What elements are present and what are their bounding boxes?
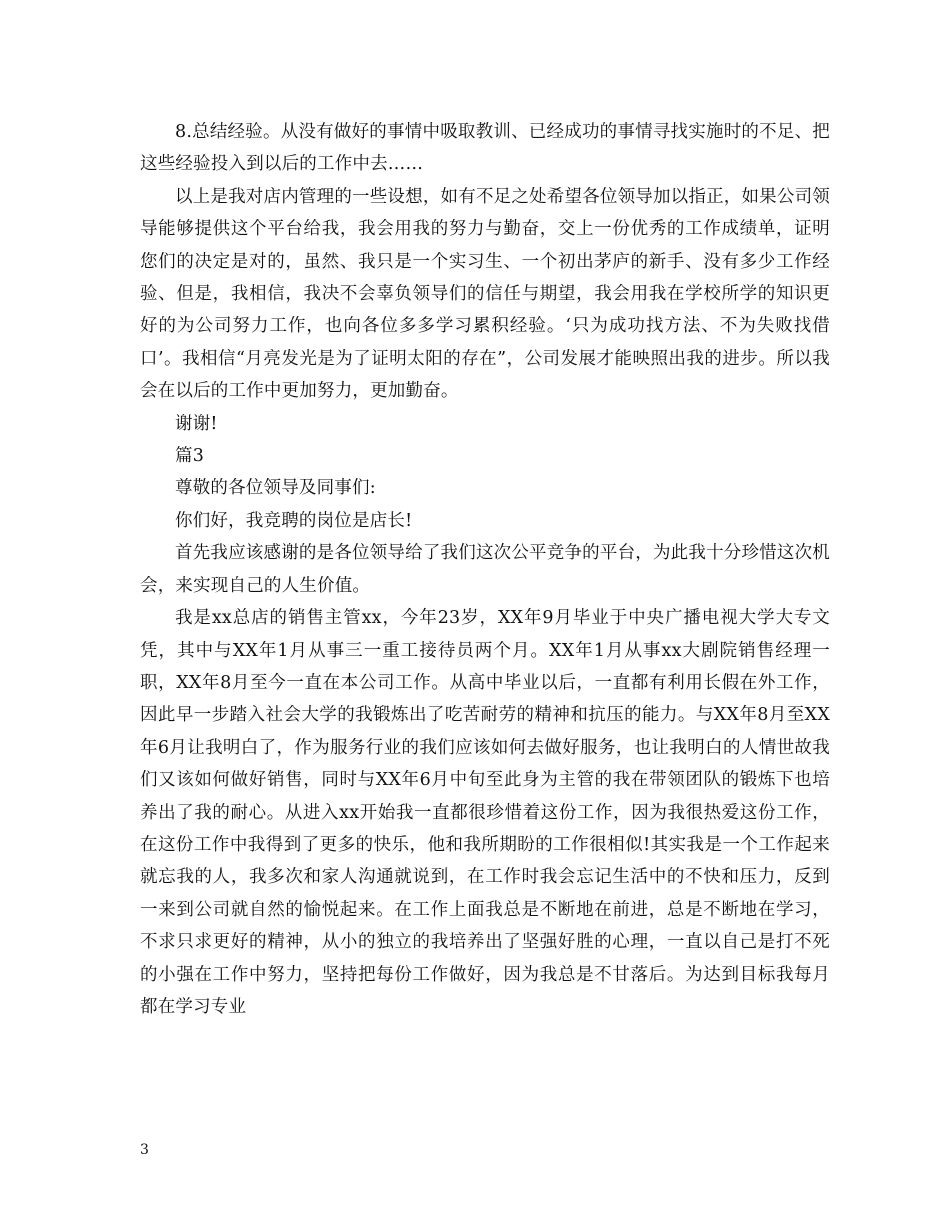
paragraph-summary-experience: 8.总结经验。从没有做好的事情中吸取教训、已经成功的事情寻找实施时的不足、把这些经验投入到以后的工作中去…… bbox=[140, 122, 830, 175]
paragraph-management-ideas: 以上是我对店内管理的一些设想，如有不足之处希望各位领导加以指正，如果公司领导能够提供这个平台给我，我会用我的努力与勤奋，交上一份优秀的工作成绩单，证明您们的决定是对的，虽然、我只是一个实习生、一个初出茅庐的新手、没有多少工作经验、但是，我相信，我决不会辜负领导们的信任与期望，我会用我在学校所学的知识更好的为公司努力工作，也向各位多多学习累积经验。‘只为成功找方法、不为失败找借口’。我相信“月亮发光是为了证明太阳的存在”，公司发展才能映照出我的进步。所以我会在以后的工作中更加努力，更加勤奋。 bbox=[140, 186, 830, 402]
paragraph-gratitude: 首先我应该感谢的是各位领导给了我们这次公平竞争的平台，为此我十分珍惜这次机会，来实现自己的人生价值。 bbox=[140, 543, 830, 596]
section-heading: 篇3 bbox=[175, 446, 205, 467]
paragraph-self-introduction: 我是xx总店的销售主管xx，今年23岁，XX年9月毕业于中央广播电视大学大专文凭，其中与XX年1月从事三一重工接待员两个月。XX年1月从事xx大剧院销售经理一职，XX年8月至今一直在本公司工作。从高中毕业以后，一直都有利用长假在外工作，因此早一步踏入社会大学的我锻炼出了吃苦耐劳的精神和抗压的能力。与XX年8月至XX年6月让我明白了，作为服务行业的我们应该如何去做好服务，也让我明白的人情世故我们又该如何做好销售，同时与XX年6月中旬至此身为主管的我在带领团队的锻炼下也培养出了我的耐心。从进入xx开始我一直都很珍惜着这份工作，因为我很热爱这份工作，在这份工作中我得到了更多的快乐，他和我所期盼的工作很相似!其实我是一个工作起来就忘我的人，我多次和家人沟通就说到，在工作时我会忘记生活中的不快和压力，反到一来到公司就自然的愉悦起来。在工作上面我总是不断地在前进，总是不断地在学习，不求只求更好的精神，从小的独立的我培养出了坚强好胜的心理，一直以自己是打不死的小强在工作中努力，坚持把每份工作做好，因为我总是不甘落后。为达到目标我每月都在学习专业 bbox=[140, 608, 830, 1017]
paragraph-greeting: 你们好，我竞聘的岗位是店长! bbox=[175, 510, 413, 531]
document-body bbox=[140, 116, 830, 1023]
page-number: 3 bbox=[140, 1142, 149, 1158]
paragraph-thanks: 谢谢! bbox=[175, 413, 218, 434]
paragraph-salutation: 尊敬的各位领导及同事们: bbox=[175, 478, 376, 499]
